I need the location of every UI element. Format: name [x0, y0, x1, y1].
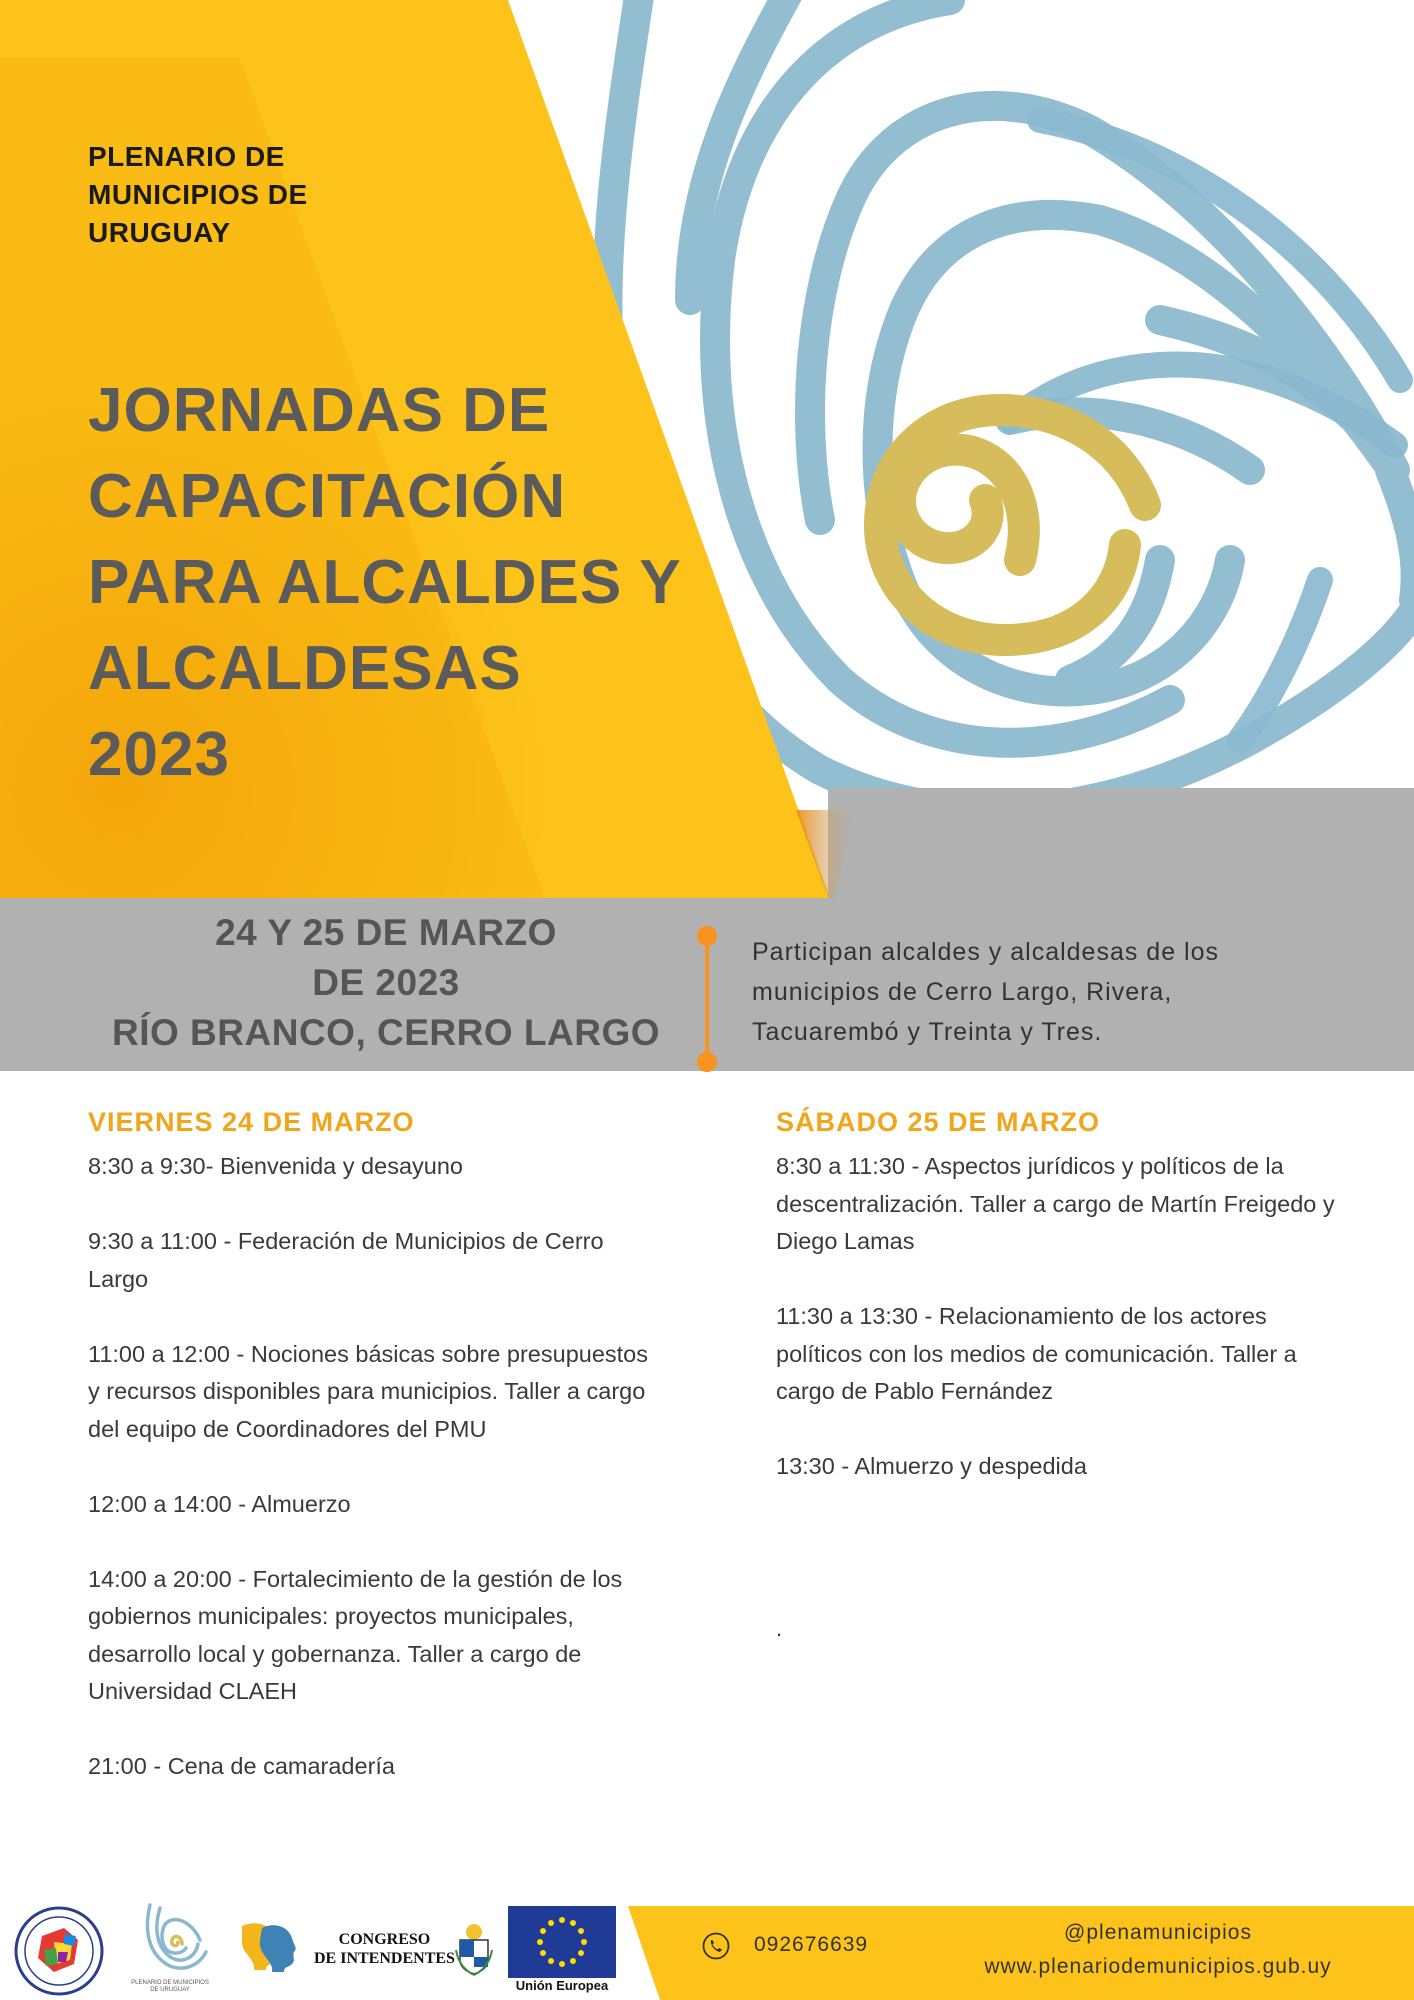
phone-number[interactable]: 092676639: [754, 1933, 869, 1956]
friday-schedule: [88, 1104, 658, 1823]
eu-stars-icon: [508, 1906, 616, 1978]
title-line: CAPACITACIÓN: [88, 462, 567, 531]
pmu-spiral-logo: [130, 1900, 210, 1980]
schedule-list: [88, 1148, 658, 1786]
schedule-item: 11:00 a 12:00 - Nociones básicas sobre presupuestos y recursos disponibles para municipios. Taller a cargo del equipo de Coordinadores del PMU: [88, 1340, 648, 1442]
participants-text: Participan alcaldes y alcaldesas de los municipios de Cerro Largo, Rivera, Tacuarembó y Treinta y Tres.: [752, 938, 1220, 1046]
schedule-item: 21:00 - Cena de camaradería: [88, 1753, 395, 1779]
uruguay-coat-of-arms-icon: [454, 1920, 494, 1976]
eu-flag: [508, 1906, 616, 1978]
pmu-logo-caption: PLENARIO DE MUNICIPIOS DE URUGUAY: [131, 1980, 209, 1993]
event-date-line: 24 Y 25 DE MARZO: [215, 912, 557, 953]
congreso-line: CONGRESO: [338, 1931, 431, 1948]
day-heading: SÁBADO 25 DE MARZO: [776, 1107, 1101, 1137]
gold-spiral: [880, 410, 1145, 640]
title-line: PARA ALCALDES Y: [88, 548, 682, 617]
online-contact: [948, 1916, 1368, 1984]
eu-label: Unión Europea: [515, 1978, 609, 1993]
schedule-item: 13:30 - Almuerzo y despedida: [776, 1453, 1087, 1479]
schedule-item: 11:30 a 13:30 - Relacionamiento de los actores políticos con los medios de comunicación. Taller a cargo de Pablo Fernández: [776, 1303, 1297, 1404]
title-line: JORNADAS DE: [88, 376, 551, 445]
saturday-schedule: [776, 1104, 1356, 1523]
social-handle[interactable]: @plenamunicipios: [1064, 1921, 1252, 1944]
title-line: 2023: [88, 720, 230, 789]
congreso-line: DE INTENDENTES: [314, 1950, 455, 1967]
schedule-item: 12:00 a 14:00 - Almuerzo: [88, 1490, 351, 1517]
event-location: RÍO BRANCO, CERRO LARGO: [112, 1012, 660, 1053]
schedule-item: 8:30 a 11:30 - Aspectos jurídicos y políticos de la descentralización. Taller a cargo de Martín Freigedo y Diego Lamas: [776, 1153, 1335, 1254]
schedule-item: 8:30 a 9:30- Bienvenida y desayuno: [88, 1153, 463, 1179]
european-union-logo: [508, 1906, 616, 1994]
event-title: [88, 368, 728, 798]
organization-name: PLENARIO DE MUNICIPIOS DE URUGUAY: [88, 141, 308, 248]
title-line: ALCALDESAS: [88, 634, 522, 703]
event-date-line: DE 2023: [312, 962, 460, 1003]
congreso-text: [314, 1930, 455, 1968]
phone-icon: [702, 1932, 730, 1960]
schedule-item: 9:30 a 11:00 - Federación de Municipios de Cerro Largo: [88, 1228, 604, 1292]
congreso-intendentes-logo: [236, 1916, 455, 1976]
website-link[interactable]: www.plenariodemunicipios.gub.uy: [984, 1955, 1332, 1978]
event-date-location: [88, 908, 684, 1058]
trailing-mark: .: [776, 1616, 783, 1641]
schedule-list: [776, 1148, 1356, 1486]
day-heading: VIERNES 24 DE MARZO: [88, 1107, 415, 1137]
congreso-profile-icon: [236, 1918, 308, 1974]
federation-seal-logo: [14, 1906, 104, 1996]
schedule-item: 14:00 a 20:00 - Fortalecimiento de la gestión de los gobiernos municipales: proyectos municipales, desarrollo local y gobernanza. Taller a cargo de Universidad CLAEH: [88, 1565, 623, 1704]
